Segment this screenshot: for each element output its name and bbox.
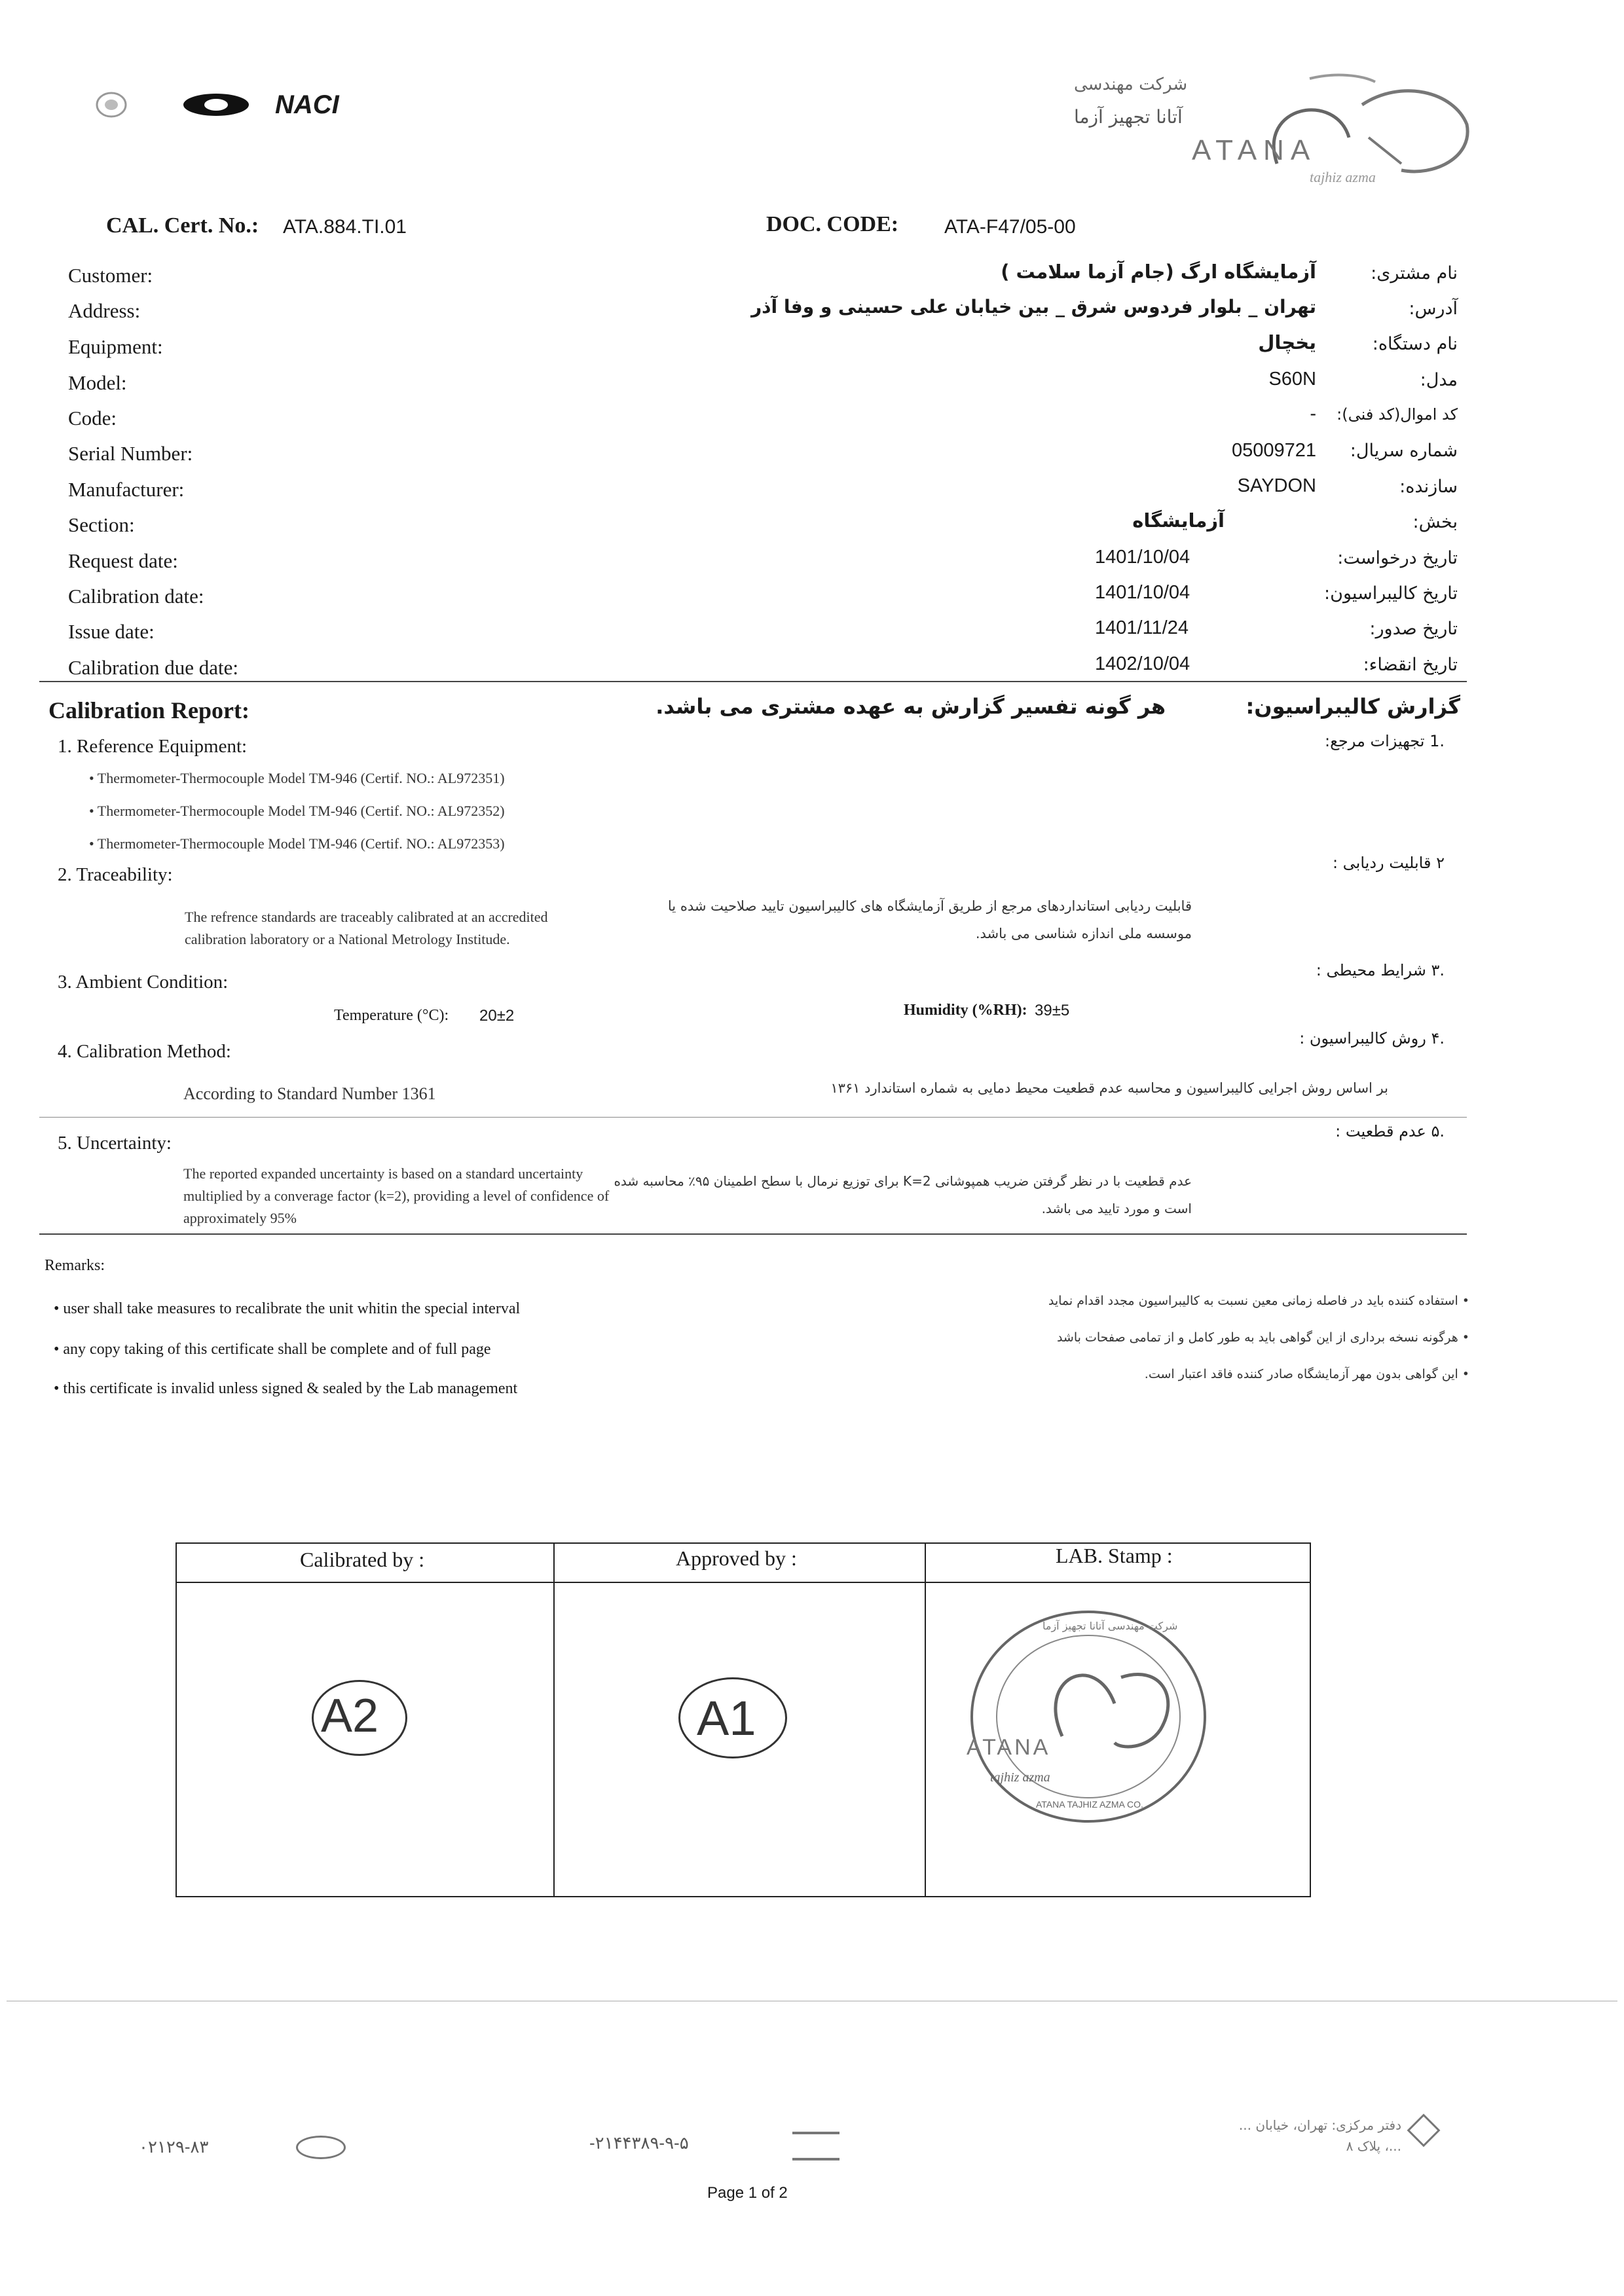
field-value-section: آزمایشگاه	[1132, 509, 1225, 532]
field-value-serial: 05009721	[1231, 440, 1316, 461]
humidity-value: 39±5	[1035, 1002, 1070, 1019]
section-4-title: 4. Calibration Method:	[58, 1041, 231, 1062]
field-en-label: Request date:	[68, 549, 178, 572]
method-text-fa: بر اساس روش اجرایی کالیبراسیون و محاسبه عدم قطعیت محیط دمایی به شماره استاندارد ۱۳۶۱	[830, 1080, 1388, 1096]
field-en-label: Section:	[68, 513, 135, 536]
naci-logo-text: NACI	[275, 90, 339, 119]
field-fa-label: نام دستگاه:	[1372, 334, 1458, 354]
atana-company-fa-line2: آتانا تجهیز آزما	[1074, 106, 1183, 128]
field-fa-label: آدرس:	[1409, 299, 1458, 319]
footer-phone-2: -۲۱۴۴۳۸۹-۹-۵	[589, 2133, 689, 2153]
field-fa-label: تاریخ انقضاء:	[1363, 655, 1458, 675]
field-fa-label: تاریخ درخواست:	[1337, 548, 1458, 568]
field-fa-label: بخش:	[1412, 512, 1458, 532]
section-2-title-fa: ۲ قابلیت ردیابی :	[1332, 854, 1445, 872]
field-en-label: Manufacturer:	[68, 478, 185, 501]
atana-company-en: ATANA	[1192, 134, 1317, 166]
traceability-text-fa: قابلیت ردیابی استانداردهای مرجع از طریق آزمایشگاه های کالیبراسیون تایید صلاحیت شده یا	[667, 898, 1192, 914]
phone-icon	[296, 2136, 346, 2159]
naci-logo	[92, 85, 360, 124]
stamp-text-top: شرکت مهندسی آتانا تجهیز آزما	[1043, 1620, 1178, 1632]
atana-company-fa-line1: شرکت مهندسی	[1074, 75, 1188, 94]
stamp-text-center: ATANA	[967, 1735, 1051, 1760]
traceability-text-en: The refrence standards are traceably calibrated at an accredited	[185, 909, 548, 925]
field-fa-label: تاریخ صدور:	[1369, 619, 1458, 639]
field-value-code: -	[1310, 403, 1316, 424]
approved-by-label: Approved by :	[676, 1546, 797, 1570]
cal-cert-label: CAL. Cert. No.:	[106, 213, 259, 238]
field-en-label: Calibration due date:	[68, 656, 238, 679]
stamp-text-bottom: ATANA TAJHIZ AZMA CO.	[1036, 1799, 1143, 1810]
field-fa-label: سازنده:	[1399, 477, 1458, 497]
ref-item: • Thermometer-Thermocouple Model TM-946 (Certif. NO.: AL972352)	[89, 803, 505, 819]
temperature-value: 20±2	[479, 1007, 515, 1025]
divider	[39, 1233, 1467, 1235]
remark-en: • user shall take measures to recalibrate the unit whitin the special interval	[54, 1300, 521, 1317]
report-title-en: Calibration Report:	[48, 697, 249, 723]
remark-fa: • هرگونه نسخه برداری از این گواهی باید به طور کامل و از تمامی صفحات باشد	[1056, 1330, 1469, 1345]
lab-stamp-seal	[964, 1605, 1213, 1828]
signature-calibrator-text: A2	[321, 1690, 379, 1742]
uncertainty-text-en: multiplied by a converage factor (k=2), providing a level of confidence of	[183, 1188, 610, 1204]
divider	[39, 1117, 1467, 1118]
remarks-title: Remarks:	[45, 1257, 105, 1274]
field-value-manufacturer: SAYDON	[1237, 475, 1316, 496]
traceability-text-fa: موسسه ملی اندازه شناسی می باشد.	[975, 926, 1192, 941]
doc-code-value: ATA-F47/05-00	[944, 216, 1076, 238]
field-fa-label: تاریخ کالیبراسیون:	[1324, 583, 1458, 604]
section-3-title-fa: .۳ شرایط محیطی :	[1316, 961, 1445, 979]
field-value-calibration-date: 1401/10/04	[1095, 582, 1190, 603]
temperature-label: Temperature (°C):	[334, 1007, 449, 1024]
field-en-label: Issue date:	[68, 620, 155, 643]
field-en-label: Model:	[68, 371, 127, 394]
method-text-en: According to Standard Number 1361	[183, 1084, 436, 1103]
page-number: Page 1 of 2	[707, 2184, 788, 2202]
lab-stamp-label: LAB. Stamp :	[1056, 1544, 1173, 1567]
divider	[39, 681, 1467, 682]
field-value-due-date: 1402/10/04	[1095, 653, 1190, 674]
field-value-request-date: 1401/10/04	[1095, 547, 1190, 568]
cal-cert-value: ATA.884.TI.01	[283, 216, 407, 238]
atana-tagline: tajhiz azma	[1310, 169, 1376, 185]
field-fa-label: مدل:	[1420, 370, 1458, 390]
signature-approver-text: A1	[697, 1691, 756, 1745]
section-1-title-fa: .1 تجهیزات مرجع:	[1325, 732, 1445, 750]
stamp-icon	[964, 1605, 1213, 1828]
fax-icon	[792, 2132, 840, 2160]
field-fa-label: شماره سریال:	[1350, 441, 1458, 461]
field-en-label: Equipment:	[68, 335, 163, 358]
field-fa-label: نام مشتری:	[1371, 263, 1458, 283]
calibrated-by-label: Calibrated by :	[300, 1548, 425, 1571]
section-3-title: 3. Ambient Condition:	[58, 972, 229, 993]
doc-code-label: DOC. CODE:	[766, 212, 899, 236]
field-en-label: Serial Number:	[68, 442, 193, 465]
field-value-address: تهران _ بلوار فردوس شرق _ بین خیابان علی حسینی و وفا آذر	[751, 296, 1316, 318]
field-value-customer: آزمایشگاه ارگ (جام آزما سلامت )	[1001, 261, 1316, 283]
uncertainty-text-en: approximately 95%	[183, 1210, 297, 1226]
field-value-equipment: یخچال	[1258, 331, 1316, 354]
humidity-label: Humidity (%RH):	[904, 1002, 1027, 1019]
uncertainty-text-fa: عدم قطعیت با در نظر گرفتن ضریب همپوشانی K=2 برای توزیع نرمال با سطح اطمینان ۹۵٪ محاسبه شده	[614, 1173, 1192, 1189]
remark-en: • any copy taking of this certificate shall be complete and of full page	[54, 1341, 491, 1358]
field-en-label: Customer:	[68, 264, 153, 287]
section-2-title: 2. Traceability:	[58, 864, 173, 885]
section-5-title-fa: .۵ عدم قطعیت :	[1335, 1122, 1445, 1140]
field-value-issue-date: 1401/11/24	[1095, 617, 1189, 638]
atana-logo	[1061, 65, 1480, 190]
report-disclaimer-fa: هر گونه تفسیر گزارش به عهده مشتری می باشد.	[655, 694, 1166, 719]
footer-address-fa: دفتر مرکزی: تهران، خیابان ...	[1238, 2117, 1401, 2133]
uncertainty-text-fa: است و مورد تایید می باشد.	[1041, 1201, 1192, 1216]
traceability-text-en: calibration laboratory or a National Metrology Institude.	[185, 931, 510, 947]
section-5-title: 5. Uncertainty:	[58, 1133, 172, 1154]
field-fa-label: کد اموال(کد فنی):	[1337, 405, 1458, 424]
report-title-fa: گزارش کالیبراسیون:	[1246, 694, 1460, 719]
footer-phone-1: ۰۲۱۲۹-۸۳	[139, 2137, 209, 2157]
uncertainty-text-en: The reported expanded uncertainty is based on a standard uncertainty	[183, 1165, 583, 1182]
field-en-label: Calibration date:	[68, 585, 204, 608]
remark-en: • this certificate is invalid unless signed & sealed by the Lab management	[54, 1380, 518, 1397]
footer-address-fa: ...، پلاک ۸	[1346, 2138, 1401, 2154]
field-value-model: S60N	[1268, 369, 1316, 390]
ref-item: • Thermometer-Thermocouple Model TM-946 (Certif. NO.: AL972351)	[89, 770, 505, 786]
location-icon	[1407, 2114, 1441, 2147]
field-en-label: Code:	[68, 407, 117, 429]
stamp-text-tagline: tajhiz azma	[990, 1770, 1050, 1785]
section-1-title: 1. Reference Equipment:	[58, 736, 248, 757]
field-en-label: Address:	[68, 299, 141, 322]
ref-item: • Thermometer-Thermocouple Model TM-946 (Certif. NO.: AL972353)	[89, 835, 505, 852]
remark-fa: • استفاده کننده باید در فاصله زمانی معین نسبت به کالیبراسیون مجدد اقدام نماید	[1048, 1294, 1469, 1308]
section-4-title-fa: .۴ روش کالیبراسیون :	[1299, 1029, 1445, 1048]
remark-fa: • این گواهی بدون مهر آزمایشگاه صادر کننده فاقد اعتبار است.	[1144, 1367, 1469, 1381]
